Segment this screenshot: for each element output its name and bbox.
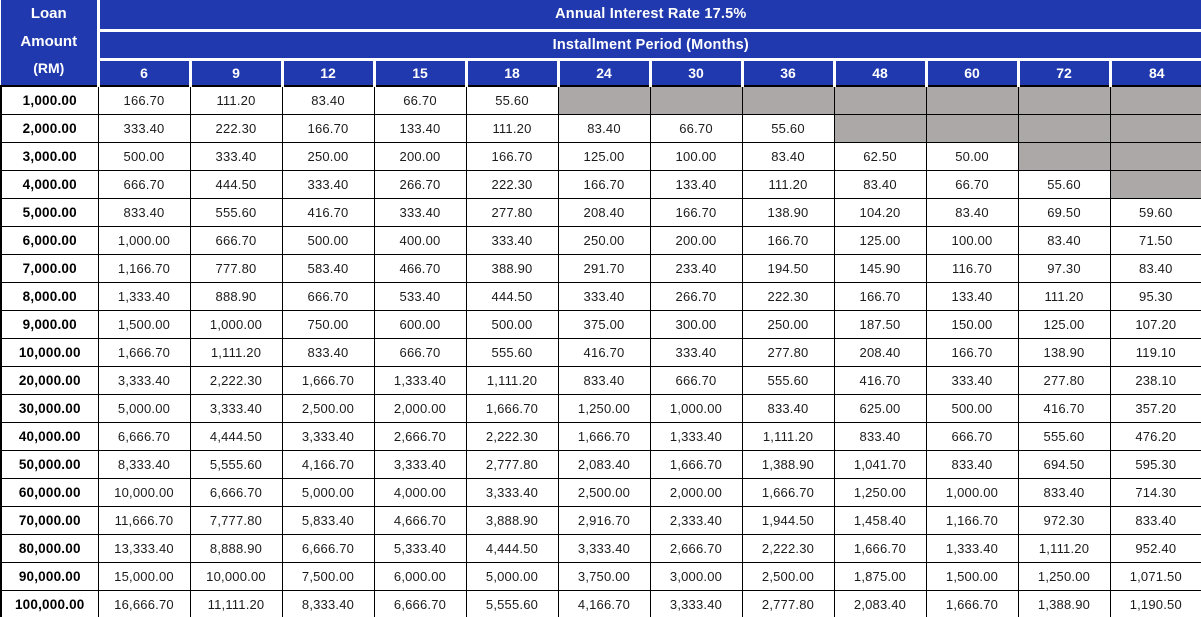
installment-value-cell: 97.30 (1018, 254, 1110, 282)
installment-value-cell: 166.70 (742, 226, 834, 254)
installment-value-cell: 5,000.00 (466, 562, 558, 590)
installment-value-cell: 3,333.40 (466, 478, 558, 506)
installment-value-cell: 555.60 (742, 366, 834, 394)
installment-value-cell: 333.40 (926, 366, 1018, 394)
installment-value-cell: 750.00 (282, 310, 374, 338)
installment-value-cell: 83.40 (282, 86, 374, 114)
installment-value-cell: 2,333.40 (650, 506, 742, 534)
installment-value-cell: 2,083.40 (558, 450, 650, 478)
installment-value-cell: 3,333.40 (374, 450, 466, 478)
installment-value-cell: 95.30 (1110, 282, 1201, 310)
table-row (1, 254, 1201, 282)
installment-value-cell: 6,666.70 (190, 478, 282, 506)
loan-amount-cell: 6,000.00 (1, 226, 98, 254)
installment-value-cell: 138.90 (1018, 338, 1110, 366)
installment-value-cell: 133.40 (374, 114, 466, 142)
loan-amount-cell: 20,000.00 (1, 366, 98, 394)
installment-value-cell: 555.60 (1018, 422, 1110, 450)
installment-value-cell: 2,222.30 (466, 422, 558, 450)
installment-value-cell: 666.70 (650, 366, 742, 394)
installment-value-cell: 952.40 (1110, 534, 1201, 562)
installment-value-cell: 666.70 (926, 422, 1018, 450)
installment-value-cell: 333.40 (190, 142, 282, 170)
installment-value-cell: 166.70 (558, 170, 650, 198)
month-header-24: 24 (558, 59, 650, 86)
installment-value-cell: 2,916.70 (558, 506, 650, 534)
loan-amount-cell: 50,000.00 (1, 450, 98, 478)
installment-value-cell: 3,333.40 (650, 590, 742, 617)
installment-value-cell: 250.00 (742, 310, 834, 338)
month-header-15: 15 (374, 59, 466, 86)
installment-value-cell: 2,222.30 (190, 366, 282, 394)
installment-value-cell: 466.70 (374, 254, 466, 282)
installment-value-cell: 595.30 (1110, 450, 1201, 478)
installment-value-cell: 1,041.70 (834, 450, 926, 478)
period-header-row (1, 30, 1201, 59)
installment-value-cell: 266.70 (650, 282, 742, 310)
installment-value-cell: 6,666.70 (374, 590, 466, 617)
installment-value-cell: 1,071.50 (1110, 562, 1201, 590)
installment-value-cell: 694.50 (1018, 450, 1110, 478)
installment-value-cell: 1,500.00 (926, 562, 1018, 590)
installment-value-cell: 1,666.70 (558, 422, 650, 450)
installment-value-cell: 1,190.50 (1110, 590, 1201, 617)
installment-value-cell: 55.60 (1018, 170, 1110, 198)
unavailable-cell (1018, 86, 1110, 114)
installment-value-cell: 1,166.70 (98, 254, 190, 282)
installment-value-cell: 133.40 (926, 282, 1018, 310)
installment-value-cell: 1,666.70 (466, 394, 558, 422)
installment-value-cell: 1,166.70 (926, 506, 1018, 534)
installment-value-cell: 8,333.40 (98, 450, 190, 478)
installment-value-cell: 333.40 (650, 338, 742, 366)
installment-value-cell: 2,083.40 (834, 590, 926, 617)
table-row (1, 142, 1201, 170)
installment-period-header: Installment Period (Months) (98, 30, 1201, 59)
month-header-30: 30 (650, 59, 742, 86)
installment-value-cell: 250.00 (282, 142, 374, 170)
loan-amount-header-label: Loan Amount (20, 5, 78, 50)
installment-value-cell: 1,666.70 (650, 450, 742, 478)
installment-value-cell: 833.40 (98, 198, 190, 226)
table-row (1, 422, 1201, 450)
unavailable-cell (926, 114, 1018, 142)
installment-value-cell: 208.40 (834, 338, 926, 366)
installment-value-cell: 208.40 (558, 198, 650, 226)
installment-value-cell: 833.40 (558, 366, 650, 394)
installment-value-cell: 125.00 (1018, 310, 1110, 338)
unavailable-cell (1110, 114, 1201, 142)
installment-value-cell: 7,777.80 (190, 506, 282, 534)
installment-value-cell: 3,750.00 (558, 562, 650, 590)
installment-value-cell: 266.70 (374, 170, 466, 198)
loan-amount-cell: 10,000.00 (1, 338, 98, 366)
installment-value-cell: 11,111.20 (190, 590, 282, 617)
installment-value-cell: 2,500.00 (742, 562, 834, 590)
installment-value-cell: 222.30 (742, 282, 834, 310)
installment-value-cell: 13,333.40 (98, 534, 190, 562)
installment-value-cell: 3,000.00 (650, 562, 742, 590)
loan-amount-cell: 7,000.00 (1, 254, 98, 282)
unavailable-cell (1018, 114, 1110, 142)
table-row (1, 478, 1201, 506)
installment-value-cell: 666.70 (374, 338, 466, 366)
installment-value-cell: 238.10 (1110, 366, 1201, 394)
loan-amount-cell: 30,000.00 (1, 394, 98, 422)
installment-value-cell: 4,166.70 (558, 590, 650, 617)
month-header-84: 84 (1110, 59, 1201, 86)
loan-amount-cell: 70,000.00 (1, 506, 98, 534)
unavailable-cell (1110, 86, 1201, 114)
installment-value-cell: 833.40 (926, 450, 1018, 478)
installment-value-cell: 6,666.70 (282, 534, 374, 562)
installment-value-cell: 166.70 (282, 114, 374, 142)
installment-value-cell: 533.40 (374, 282, 466, 310)
installment-value-cell: 8,888.90 (190, 534, 282, 562)
installment-value-cell: 50.00 (926, 142, 1018, 170)
installment-value-cell: 59.60 (1110, 198, 1201, 226)
unavailable-cell (1110, 170, 1201, 198)
installment-value-cell: 5,333.40 (374, 534, 466, 562)
installment-value-cell: 7,500.00 (282, 562, 374, 590)
month-header-48: 48 (834, 59, 926, 86)
loan-amount-cell: 100,000.00 (1, 590, 98, 617)
installment-value-cell: 233.40 (650, 254, 742, 282)
installment-value-cell: 600.00 (374, 310, 466, 338)
table-row (1, 450, 1201, 478)
installment-value-cell: 3,333.40 (190, 394, 282, 422)
installment-value-cell: 66.70 (650, 114, 742, 142)
installment-value-cell: 1,333.40 (926, 534, 1018, 562)
installment-value-cell: 1,111.20 (466, 366, 558, 394)
installment-value-cell: 500.00 (282, 226, 374, 254)
installment-value-cell: 666.70 (282, 282, 374, 310)
installment-value-cell: 200.00 (374, 142, 466, 170)
table-row (1, 562, 1201, 590)
unavailable-cell (558, 86, 650, 114)
installment-value-cell: 83.40 (558, 114, 650, 142)
installment-value-cell: 416.70 (558, 338, 650, 366)
installment-value-cell: 833.40 (1018, 478, 1110, 506)
installment-value-cell: 83.40 (926, 198, 1018, 226)
installment-value-cell: 333.40 (374, 198, 466, 226)
installment-value-cell: 1,000.00 (190, 310, 282, 338)
installment-value-cell: 83.40 (834, 170, 926, 198)
unavailable-cell (742, 86, 834, 114)
installment-value-cell: 388.90 (466, 254, 558, 282)
table-header (1, 0, 1201, 86)
loan-amount-cell: 9,000.00 (1, 310, 98, 338)
loan-amount-cell: 4,000.00 (1, 170, 98, 198)
installment-value-cell: 333.40 (466, 226, 558, 254)
installment-value-cell: 972.30 (1018, 506, 1110, 534)
month-header-12: 12 (282, 59, 374, 86)
installment-value-cell: 714.30 (1110, 478, 1201, 506)
installment-value-cell: 55.60 (466, 86, 558, 114)
table-row (1, 170, 1201, 198)
installment-value-cell: 777.80 (190, 254, 282, 282)
installment-value-cell: 100.00 (926, 226, 1018, 254)
installment-value-cell: 111.20 (742, 170, 834, 198)
installment-value-cell: 1,458.40 (834, 506, 926, 534)
installment-value-cell: 833.40 (282, 338, 374, 366)
installment-value-cell: 5,555.60 (190, 450, 282, 478)
installment-value-cell: 2,500.00 (282, 394, 374, 422)
installment-value-cell: 2,777.80 (742, 590, 834, 617)
installment-value-cell: 400.00 (374, 226, 466, 254)
table-row (1, 198, 1201, 226)
installment-value-cell: 1,250.00 (558, 394, 650, 422)
installment-value-cell: 6,666.70 (98, 422, 190, 450)
installment-value-cell: 333.40 (98, 114, 190, 142)
unavailable-cell (834, 86, 926, 114)
installment-value-cell: 10,000.00 (190, 562, 282, 590)
installment-value-cell: 4,444.50 (466, 534, 558, 562)
installment-value-cell: 1,666.70 (926, 590, 1018, 617)
installment-value-cell: 1,333.40 (374, 366, 466, 394)
unavailable-cell (1110, 142, 1201, 170)
loan-amount-header (1, 0, 98, 86)
month-header-18: 18 (466, 59, 558, 86)
installment-value-cell: 1,333.40 (650, 422, 742, 450)
loan-amount-cell: 80,000.00 (1, 534, 98, 562)
installment-value-cell: 444.50 (466, 282, 558, 310)
table-row (1, 534, 1201, 562)
installment-value-cell: 4,666.70 (374, 506, 466, 534)
table-row (1, 506, 1201, 534)
installment-value-cell: 500.00 (466, 310, 558, 338)
loan-amount-cell: 60,000.00 (1, 478, 98, 506)
installment-value-cell: 625.00 (834, 394, 926, 422)
installment-value-cell: 555.60 (190, 198, 282, 226)
installment-value-cell: 222.30 (466, 170, 558, 198)
loan-amount-cell: 5,000.00 (1, 198, 98, 226)
installment-value-cell: 4,166.70 (282, 450, 374, 478)
table-row (1, 86, 1201, 114)
installment-value-cell: 444.50 (190, 170, 282, 198)
installment-value-cell: 5,833.40 (282, 506, 374, 534)
installment-value-cell: 1,666.70 (834, 534, 926, 562)
installment-value-cell: 1,111.20 (742, 422, 834, 450)
unavailable-cell (834, 114, 926, 142)
installment-value-cell: 4,444.50 (190, 422, 282, 450)
unavailable-cell (1018, 142, 1110, 170)
installment-value-cell: 277.80 (742, 338, 834, 366)
month-header-6: 6 (98, 59, 190, 86)
installment-value-cell: 375.00 (558, 310, 650, 338)
installment-value-cell: 3,333.40 (282, 422, 374, 450)
installment-value-cell: 1,250.00 (834, 478, 926, 506)
installment-value-cell: 1,388.90 (742, 450, 834, 478)
installment-value-cell: 111.20 (466, 114, 558, 142)
installment-value-cell: 138.90 (742, 198, 834, 226)
loan-amount-cell: 40,000.00 (1, 422, 98, 450)
installment-value-cell: 111.20 (1018, 282, 1110, 310)
month-header-row (1, 59, 1201, 86)
table-row (1, 366, 1201, 394)
installment-value-cell: 555.60 (466, 338, 558, 366)
month-header-36: 36 (742, 59, 834, 86)
installment-value-cell: 15,000.00 (98, 562, 190, 590)
installment-value-cell: 5,000.00 (282, 478, 374, 506)
installment-value-cell: 300.00 (650, 310, 742, 338)
installment-value-cell: 150.00 (926, 310, 1018, 338)
installment-value-cell: 55.60 (742, 114, 834, 142)
installment-value-cell: 166.70 (926, 338, 1018, 366)
installment-value-cell: 83.40 (742, 142, 834, 170)
table-row (1, 226, 1201, 254)
installment-value-cell: 888.90 (190, 282, 282, 310)
installment-value-cell: 107.20 (1110, 310, 1201, 338)
installment-value-cell: 111.20 (190, 86, 282, 114)
installment-value-cell: 1,000.00 (650, 394, 742, 422)
installment-value-cell: 66.70 (374, 86, 466, 114)
installment-value-cell: 277.80 (1018, 366, 1110, 394)
installment-value-cell: 2,222.30 (742, 534, 834, 562)
installment-value-cell: 1,666.70 (282, 366, 374, 394)
loan-amount-cell: 8,000.00 (1, 282, 98, 310)
installment-value-cell: 833.40 (834, 422, 926, 450)
installment-value-cell: 833.40 (742, 394, 834, 422)
installment-value-cell: 6,000.00 (374, 562, 466, 590)
loan-amount-header-unit: (RM) (33, 59, 65, 76)
installment-value-cell: 125.00 (834, 226, 926, 254)
installment-value-cell: 416.70 (1018, 394, 1110, 422)
installment-value-cell: 2,000.00 (650, 478, 742, 506)
installment-value-cell: 333.40 (558, 282, 650, 310)
installment-value-cell: 166.70 (466, 142, 558, 170)
installment-value-cell: 333.40 (282, 170, 374, 198)
installment-value-cell: 1,250.00 (1018, 562, 1110, 590)
installment-value-cell: 1,666.70 (742, 478, 834, 506)
installment-value-cell: 200.00 (650, 226, 742, 254)
installment-value-cell: 666.70 (190, 226, 282, 254)
installment-value-cell: 16,666.70 (98, 590, 190, 617)
installment-value-cell: 1,875.00 (834, 562, 926, 590)
installment-value-cell: 1,000.00 (926, 478, 1018, 506)
table-row (1, 114, 1201, 142)
installment-value-cell: 83.40 (1018, 226, 1110, 254)
installment-value-cell: 1,666.70 (98, 338, 190, 366)
installment-value-cell: 666.70 (98, 170, 190, 198)
month-header-9: 9 (190, 59, 282, 86)
installment-value-cell: 62.50 (834, 142, 926, 170)
installment-value-cell: 291.70 (558, 254, 650, 282)
table-row (1, 338, 1201, 366)
installment-value-cell: 222.30 (190, 114, 282, 142)
installment-value-cell: 416.70 (834, 366, 926, 394)
installment-value-cell: 2,000.00 (374, 394, 466, 422)
installment-value-cell: 194.50 (742, 254, 834, 282)
installment-value-cell: 583.40 (282, 254, 374, 282)
installment-value-cell: 5,555.60 (466, 590, 558, 617)
installment-value-cell: 500.00 (98, 142, 190, 170)
installment-value-cell: 1,944.50 (742, 506, 834, 534)
table-row (1, 590, 1201, 617)
installment-value-cell: 4,000.00 (374, 478, 466, 506)
installment-value-cell: 833.40 (1110, 506, 1201, 534)
loan-amount-cell: 90,000.00 (1, 562, 98, 590)
installment-value-cell: 2,777.80 (466, 450, 558, 478)
installment-value-cell: 166.70 (650, 198, 742, 226)
installment-value-cell: 69.50 (1018, 198, 1110, 226)
installment-value-cell: 476.20 (1110, 422, 1201, 450)
table-row (1, 282, 1201, 310)
table-body (1, 86, 1201, 617)
installment-value-cell: 3,333.40 (558, 534, 650, 562)
installment-value-cell: 66.70 (926, 170, 1018, 198)
installment-value-cell: 250.00 (558, 226, 650, 254)
unavailable-cell (650, 86, 742, 114)
installment-value-cell: 145.90 (834, 254, 926, 282)
installment-value-cell: 1,500.00 (98, 310, 190, 338)
installment-value-cell: 166.70 (834, 282, 926, 310)
loan-amount-cell: 3,000.00 (1, 142, 98, 170)
month-header-60: 60 (926, 59, 1018, 86)
table-row (1, 310, 1201, 338)
installment-value-cell: 3,333.40 (98, 366, 190, 394)
installment-value-cell: 2,666.70 (374, 422, 466, 450)
installment-value-cell: 1,111.20 (1018, 534, 1110, 562)
installment-value-cell: 5,000.00 (98, 394, 190, 422)
installment-value-cell: 8,333.40 (282, 590, 374, 617)
installment-value-cell: 119.10 (1110, 338, 1201, 366)
table-row (1, 394, 1201, 422)
month-header-72: 72 (1018, 59, 1110, 86)
loan-amount-cell: 1,000.00 (1, 86, 98, 114)
installment-value-cell: 10,000.00 (98, 478, 190, 506)
installment-value-cell: 100.00 (650, 142, 742, 170)
installment-value-cell: 116.70 (926, 254, 1018, 282)
installment-value-cell: 357.20 (1110, 394, 1201, 422)
installment-value-cell: 83.40 (1110, 254, 1201, 282)
annual-interest-rate-header: Annual Interest Rate 17.5% (98, 0, 1201, 30)
rate-header-row (1, 0, 1201, 30)
installment-value-cell: 11,666.70 (98, 506, 190, 534)
installment-value-cell: 416.70 (282, 198, 374, 226)
installment-value-cell: 500.00 (926, 394, 1018, 422)
installment-value-cell: 3,888.90 (466, 506, 558, 534)
installment-value-cell: 2,500.00 (558, 478, 650, 506)
installment-value-cell: 1,111.20 (190, 338, 282, 366)
installment-value-cell: 125.00 (558, 142, 650, 170)
installment-value-cell: 277.80 (466, 198, 558, 226)
installment-value-cell: 71.50 (1110, 226, 1201, 254)
loan-amount-cell: 2,000.00 (1, 114, 98, 142)
installment-value-cell: 1,333.40 (98, 282, 190, 310)
installment-value-cell: 1,000.00 (98, 226, 190, 254)
installment-value-cell: 1,388.90 (1018, 590, 1110, 617)
unavailable-cell (926, 86, 1018, 114)
installment-value-cell: 104.20 (834, 198, 926, 226)
installment-value-cell: 187.50 (834, 310, 926, 338)
installment-value-cell: 133.40 (650, 170, 742, 198)
installment-value-cell: 166.70 (98, 86, 190, 114)
installment-value-cell: 2,666.70 (650, 534, 742, 562)
